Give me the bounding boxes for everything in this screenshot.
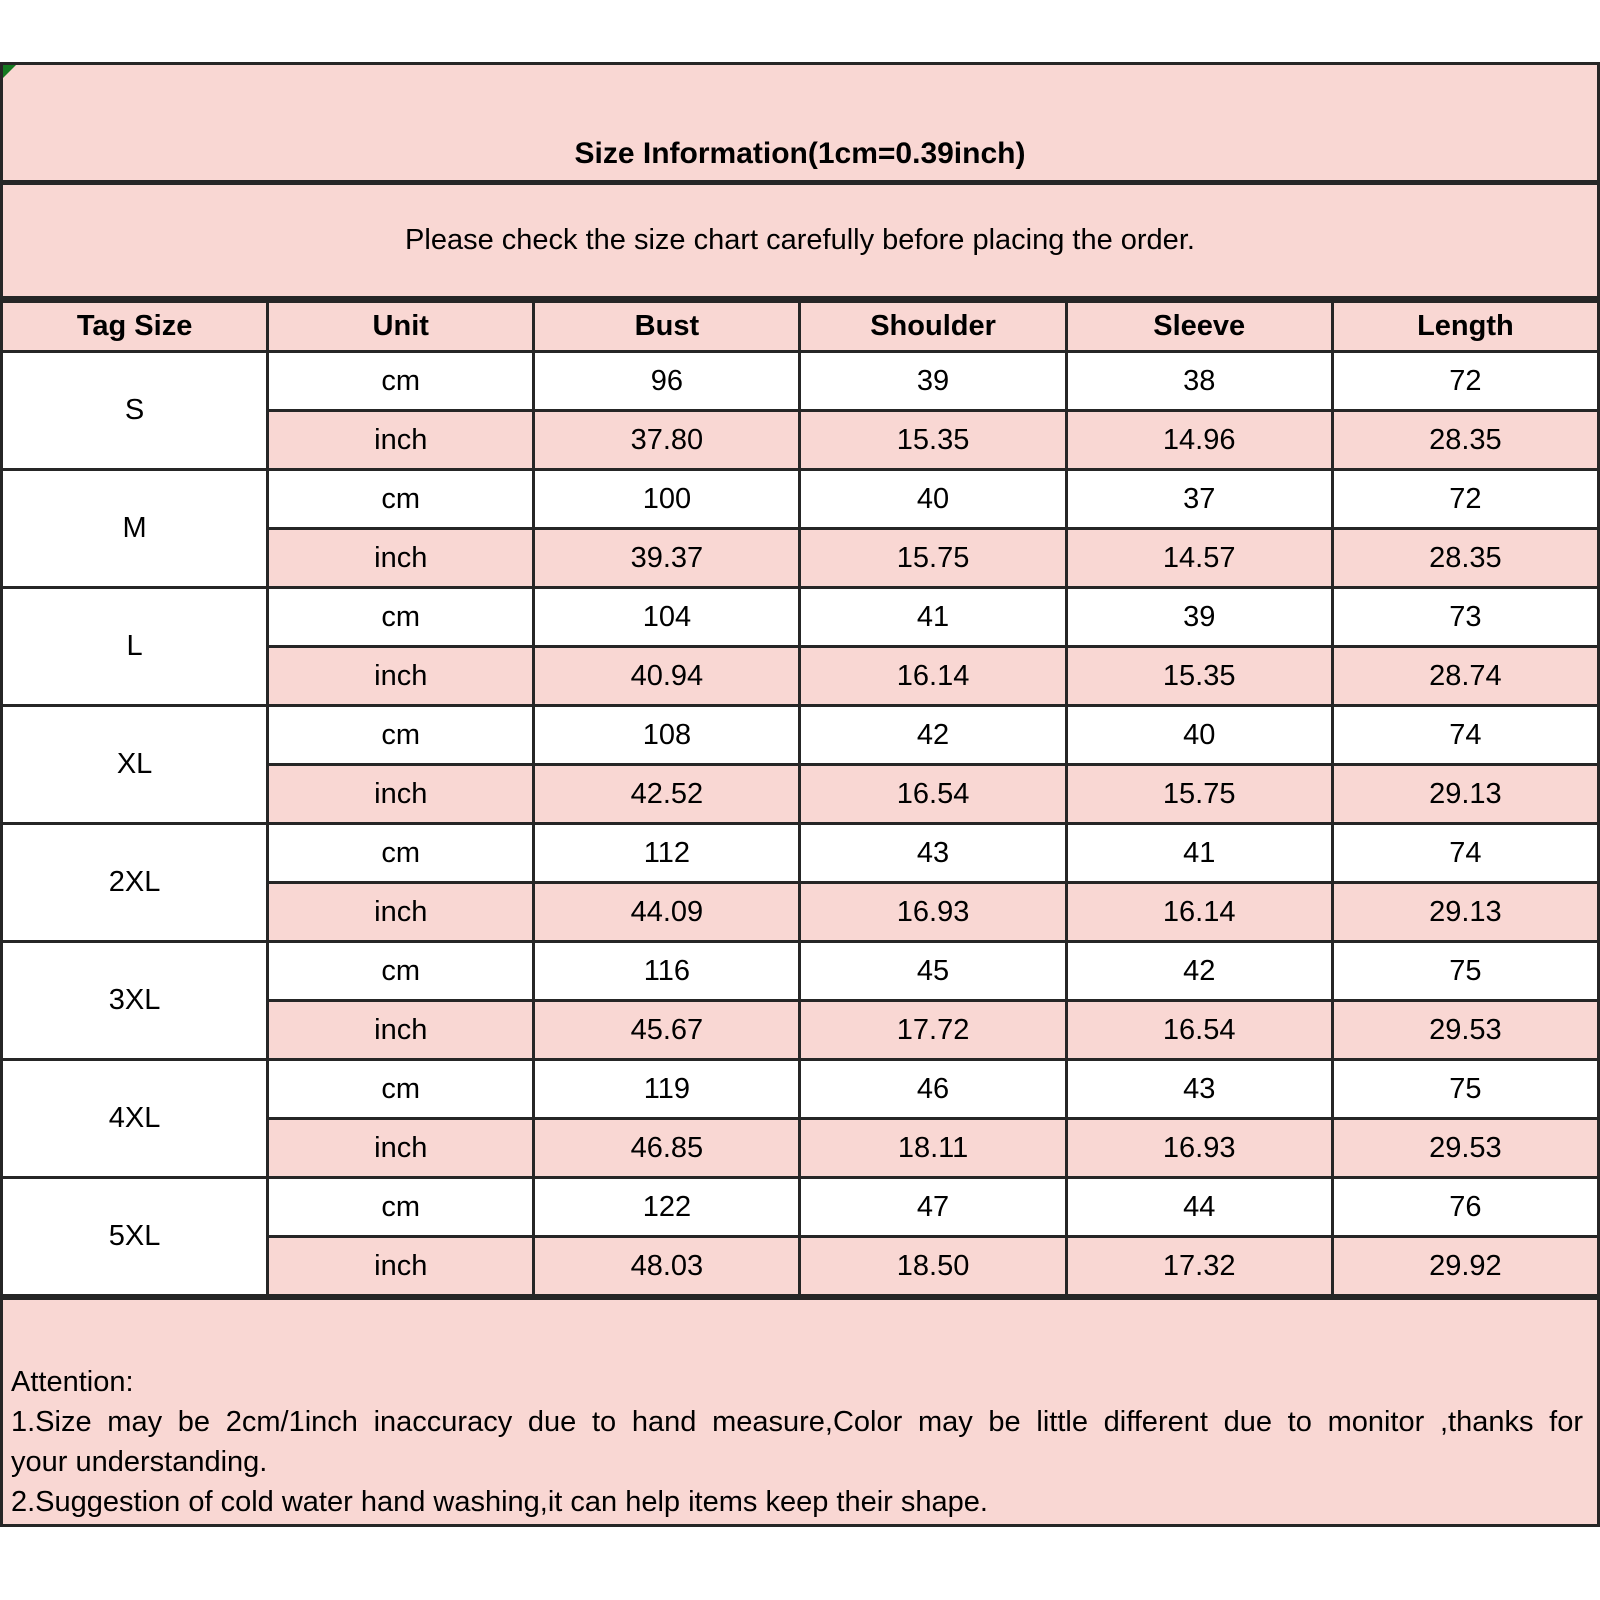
measurement-cell-inch: 29.13 [1332,765,1598,824]
page-title: Size Information(1cm=0.39inch) [574,137,1026,170]
subtitle-banner [0,185,1600,300]
measurement-cell-inch: 16.54 [800,765,1066,824]
unit-label-inch: inch [268,765,534,824]
measurement-cell-cm: 41 [800,588,1066,647]
measurement-cell-inch: 16.14 [800,647,1066,706]
attention-note-2: 2.Suggestion of cold water hand washing,it can help items keep their shape. [11,1486,988,1518]
measurement-cell-inch: 44.09 [534,883,800,942]
measurement-cell-cm: 104 [534,588,800,647]
measurement-cell-inch: 28.35 [1332,411,1598,470]
col-header-bust: Bust [534,302,800,352]
unit-label-cm: cm [268,470,534,529]
measurement-cell-cm: 43 [800,824,1066,883]
measurement-cell-inch: 15.75 [800,529,1066,588]
measurement-cell-inch: 14.96 [1066,411,1332,470]
measurement-cell-inch: 17.32 [1066,1237,1332,1296]
measurement-cell-cm: 74 [1332,824,1598,883]
unit-label-cm: cm [268,352,534,411]
measurement-cell-cm: 108 [534,706,800,765]
col-header-shoulder: Shoulder [800,302,1066,352]
size-table-body [2,352,1599,1296]
measurement-cell-cm: 75 [1332,1060,1598,1119]
measurement-cell-cm: 72 [1332,352,1598,411]
measurement-cell-cm: 37 [1066,470,1332,529]
measurement-cell-inch: 16.14 [1066,883,1332,942]
col-header-unit: Unit [268,302,534,352]
tag-size-cell: 2XL [2,824,268,942]
measurement-cell-inch: 29.13 [1332,883,1598,942]
tag-size-cell: M [2,470,268,588]
measurement-cell-cm: 41 [1066,824,1332,883]
size-row-cm [2,706,1599,765]
measurement-cell-inch: 39.37 [534,529,800,588]
size-table-header [2,302,1599,352]
tag-size-cell: 3XL [2,942,268,1060]
measurement-cell-inch: 16.93 [1066,1119,1332,1178]
measurement-cell-inch: 40.94 [534,647,800,706]
measurement-cell-cm: 119 [534,1060,800,1119]
measurement-cell-inch: 28.35 [1332,529,1598,588]
unit-label-inch: inch [268,883,534,942]
measurement-cell-cm: 100 [534,470,800,529]
measurement-cell-inch: 18.11 [800,1119,1066,1178]
measurement-cell-cm: 122 [534,1178,800,1237]
header-row [2,302,1599,352]
measurement-cell-cm: 40 [800,470,1066,529]
measurement-cell-cm: 73 [1332,588,1598,647]
unit-label-inch: inch [268,1237,534,1296]
measurement-cell-inch: 29.92 [1332,1237,1598,1296]
size-row-cm [2,470,1599,529]
col-header-sleeve: Sleeve [1066,302,1332,352]
attention-note-1-line-2: your understanding. [11,1446,268,1478]
unit-label-cm: cm [268,942,534,1001]
attention-box [0,1297,1600,1527]
measurement-cell-cm: 112 [534,824,800,883]
subtitle-text: Please check the size chart carefully before placing the order. [405,224,1195,256]
measurement-cell-cm: 43 [1066,1060,1332,1119]
measurement-cell-inch: 37.80 [534,411,800,470]
measurement-cell-inch: 16.54 [1066,1001,1332,1060]
tag-size-cell: 5XL [2,1178,268,1296]
size-table [0,300,1600,1297]
tag-size-cell: XL [2,706,268,824]
col-header-length: Length [1332,302,1598,352]
attention-note-1-line-1: 1.Size may be 2cm/1inch inaccuracy due to hand measure,Color may be little different due to monitor ,thanks for [11,1406,1583,1438]
size-row-cm [2,942,1599,1001]
measurement-cell-cm: 72 [1332,470,1598,529]
measurement-cell-cm: 46 [800,1060,1066,1119]
unit-label-inch: inch [268,647,534,706]
measurement-cell-inch: 42.52 [534,765,800,824]
measurement-cell-cm: 96 [534,352,800,411]
measurement-cell-inch: 46.85 [534,1119,800,1178]
measurement-cell-inch: 15.75 [1066,765,1332,824]
unit-label-cm: cm [268,588,534,647]
size-row-cm [2,824,1599,883]
measurement-cell-inch: 18.50 [800,1237,1066,1296]
measurement-cell-cm: 42 [800,706,1066,765]
size-row-cm [2,1060,1599,1119]
size-row-cm [2,352,1599,411]
attention-heading: Attention: [11,1366,134,1398]
measurement-cell-inch: 16.93 [800,883,1066,942]
tag-size-cell: L [2,588,268,706]
unit-label-cm: cm [268,1060,534,1119]
measurement-cell-inch: 45.67 [534,1001,800,1060]
measurement-cell-inch: 15.35 [1066,647,1332,706]
measurement-cell-cm: 47 [800,1178,1066,1237]
unit-label-cm: cm [268,1178,534,1237]
size-row-cm [2,588,1599,647]
tag-size-cell: S [2,352,268,470]
title-banner [0,62,1600,185]
unit-label-cm: cm [268,824,534,883]
unit-label-inch: inch [268,411,534,470]
measurement-cell-inch: 48.03 [534,1237,800,1296]
measurement-cell-inch: 29.53 [1332,1119,1598,1178]
unit-label-inch: inch [268,1001,534,1060]
unit-label-inch: inch [268,1119,534,1178]
col-header-tag-size: Tag Size [2,302,268,352]
measurement-cell-cm: 39 [1066,588,1332,647]
measurement-cell-inch: 14.57 [1066,529,1332,588]
measurement-cell-cm: 116 [534,942,800,1001]
measurement-cell-inch: 29.53 [1332,1001,1598,1060]
measurement-cell-inch: 17.72 [800,1001,1066,1060]
unit-label-inch: inch [268,529,534,588]
measurement-cell-cm: 40 [1066,706,1332,765]
spreadsheet-corner-marker-icon [3,65,16,78]
measurement-cell-cm: 75 [1332,942,1598,1001]
measurement-cell-cm: 76 [1332,1178,1598,1237]
measurement-cell-inch: 28.74 [1332,647,1598,706]
size-row-cm [2,1178,1599,1237]
unit-label-cm: cm [268,706,534,765]
measurement-cell-cm: 45 [800,942,1066,1001]
measurement-cell-cm: 42 [1066,942,1332,1001]
tag-size-cell: 4XL [2,1060,268,1178]
measurement-cell-inch: 15.35 [800,411,1066,470]
measurement-cell-cm: 39 [800,352,1066,411]
measurement-cell-cm: 44 [1066,1178,1332,1237]
measurement-cell-cm: 74 [1332,706,1598,765]
measurement-cell-cm: 38 [1066,352,1332,411]
